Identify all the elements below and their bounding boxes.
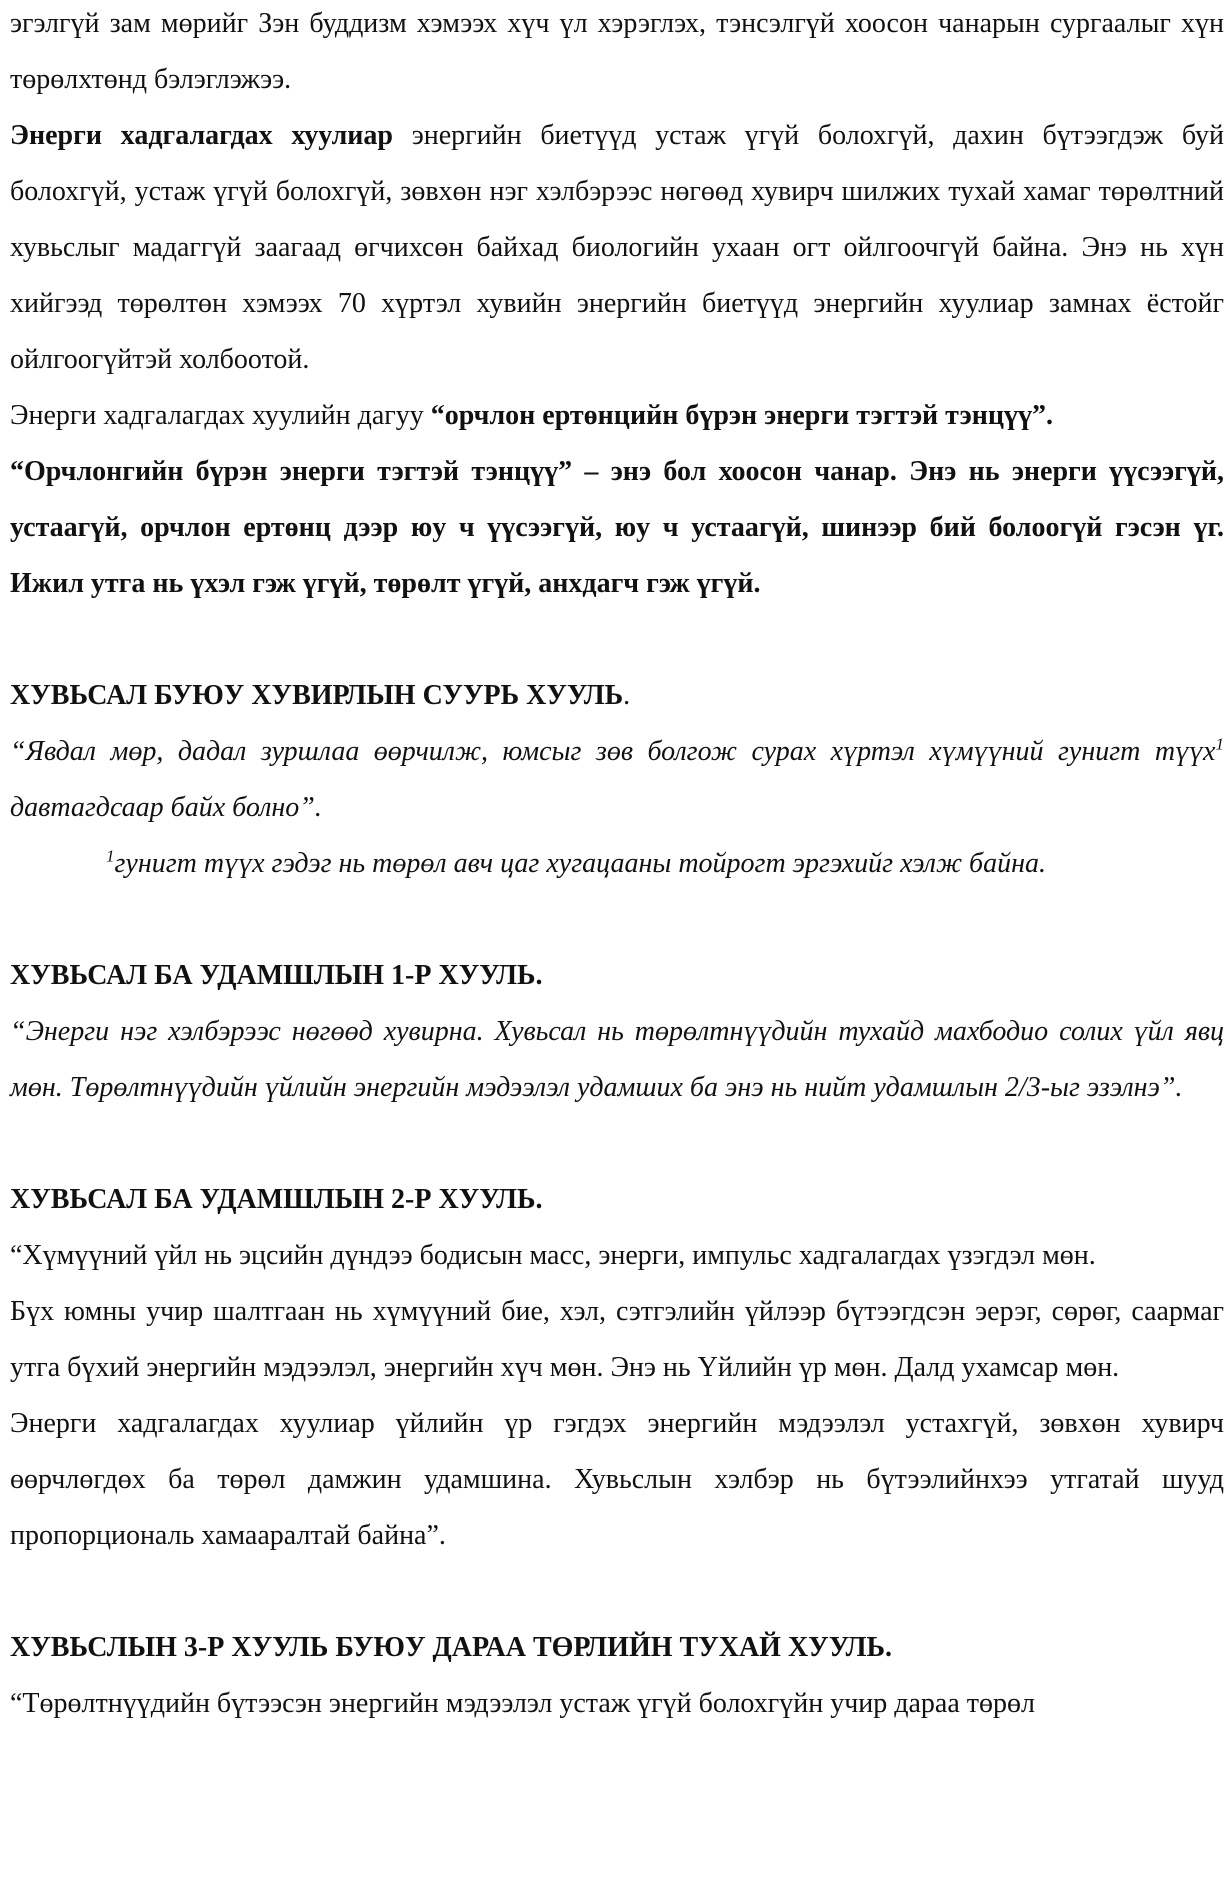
paragraph-universe-energy <box>10 388 1224 444</box>
footnote-text: гунигт түүх гэдэг нь төрөл авч цаг хугацааны тойрогт эргэхийг хэлж байна. <box>114 848 1047 879</box>
paragraph-zen-buddhism <box>10 0 1224 108</box>
section-spacer <box>10 1116 1224 1172</box>
paragraph-text: энергийн биетүүд устаж үгүй болохгүй, дахин бүтээгдэж буй болохгүй, устаж үгүй болохгүй, зөвхөн нэг хэлбэрээс нөгөөд хувирч шилжих тухай хамаг төрөлтний хувьслыг мадаггүй заагаад өгчихсөн байхад биологийн ухаан огт ойлгоочгүй байна. Энэ нь хүн хийгээд төрөлтөн хэмээх 70 хүртэл хувийн энергийн биетүүд энергийн хуулиар замнах ёстойг ойлгоогүйтэй холбоотой. <box>10 120 1224 375</box>
paragraph-next-life <box>10 1676 1224 1732</box>
quote-text: “Энерги нэг хэлбэрээс нөгөөд хувирна. Хувьсал нь төрөлтнүүдийн тухайд махбодио солих үйл явц мөн. Төрөлтнүүдийн үйлийн энергийн мэдээлэл удамших ба энэ нь нийт удамшлын 2/3-ыг эзэлнэ”. <box>10 1016 1224 1103</box>
heading-text: ХУВЬСАЛ БА УДАМШЛЫН 2-Р ХУУЛЬ. <box>10 1184 543 1215</box>
footnote <box>10 836 1224 892</box>
paragraph-energy-inheritance <box>10 1396 1224 1564</box>
paragraph-text: “Орчлонгийн бүрэн энерги тэгтэй тэнцүү” – энэ бол хоосон чанар. Энэ нь энерги үүсээгүй, устаагүй, орчлон ертөнц дээр юу ч үүсээгүй, юу ч устаагүй, шинээр бий болоогүй гэсэн үг. Ижил утга нь үхэл гэж үгүй, төрөлт үгүй, анхдагч гэж үгүй. <box>10 456 1224 599</box>
bold-term: Энерги хадгалагдах хуулиар <box>10 120 394 151</box>
section-spacer <box>10 1564 1224 1620</box>
section-spacer <box>10 612 1224 668</box>
section-spacer <box>10 892 1224 948</box>
quote-law-1 <box>10 1004 1224 1116</box>
footnote-marker: 1 <box>1215 734 1224 754</box>
paragraph-human-action <box>10 1228 1224 1284</box>
section-heading-evolution-basic-law <box>10 668 1224 724</box>
heading-text: ХУВЬСАЛ БА УДАМШЛЫН 1-Р ХУУЛЬ. <box>10 960 543 991</box>
paragraph-text: Энерги хадгалагдах хуулиар үйлийн үр гэгдэх энергийн мэдээлэл устахгүй, зөвхөн хувирч өөрчлөгдөх ба төрөл дамжин удамшина. Хувьслын хэлбэр нь бүтээлийнхээ утгатай шууд пропорциональ хамааралтай байна”. <box>10 1408 1224 1551</box>
document-page <box>10 0 1224 1732</box>
paragraph-energy-conservation <box>10 108 1224 388</box>
heading-text: ХУВЬСАЛ БУЮУ ХУВИРЛЫН СУУРЬ ХУУЛЬ <box>10 680 624 711</box>
paragraph-text: Энерги хадгалагдах хуулийн дагуу <box>10 400 431 431</box>
heading-period: . <box>623 680 631 711</box>
section-heading-law-1 <box>10 948 1224 1004</box>
footnote-number: 1 <box>106 846 115 866</box>
section-heading-law-2 <box>10 1172 1224 1228</box>
section-heading-law-3 <box>10 1620 1224 1676</box>
paragraph-text: “Хүмүүний үйл нь эцсийн дүндээ бодисын масс, энерги, импульс хадгалагдах үзэгдэл мөн. <box>10 1240 1096 1271</box>
quote-text: “Явдал мөр, дадал зуршлаа өөрчилж, юмсыг зөв болгож сурах хүртэл хүмүүний гунигт түүх <box>10 736 1216 767</box>
paragraph-text: Бүх юмны учир шалтгаан нь хүмүүний бие, хэл, сэтгэлийн үйлээр бүтээгдсэн эерэг, сөрөг, саармаг утга бүхий энергийн мэдээлэл, энергийн хүч мөн. Энэ нь Үйлийн үр мөн. Далд ухамсар мөн. <box>10 1296 1224 1383</box>
paragraph-text: “Төрөлтнүүдийн бүтээсэн энергийн мэдээлэл устаж үгүй болохгүйн учир дараа төрөл <box>10 1688 1035 1719</box>
paragraph-emptiness <box>10 444 1224 612</box>
heading-text: ХУВЬСЛЫН 3-Р ХУУЛЬ БУЮУ ДАРАА ТӨРЛИЙН ТУХАЙ ХУУЛЬ. <box>10 1632 892 1663</box>
paragraph-text: эгэлгүй зам мөрийг Зэн буддизм хэмээх хүч үл хэрэглэх, тэнсэлгүй хоосон чанарын сургаалыг хүн төрөлхтөнд бэлэглэжээ. <box>10 8 1224 95</box>
quote-sad-history <box>10 724 1224 836</box>
paragraph-karma <box>10 1284 1224 1396</box>
bold-quote: “орчлон ертөнцийн бүрэн энерги тэгтэй тэнцүү”. <box>430 400 1053 431</box>
quote-text: давтагдсаар байх болно”. <box>10 792 322 823</box>
